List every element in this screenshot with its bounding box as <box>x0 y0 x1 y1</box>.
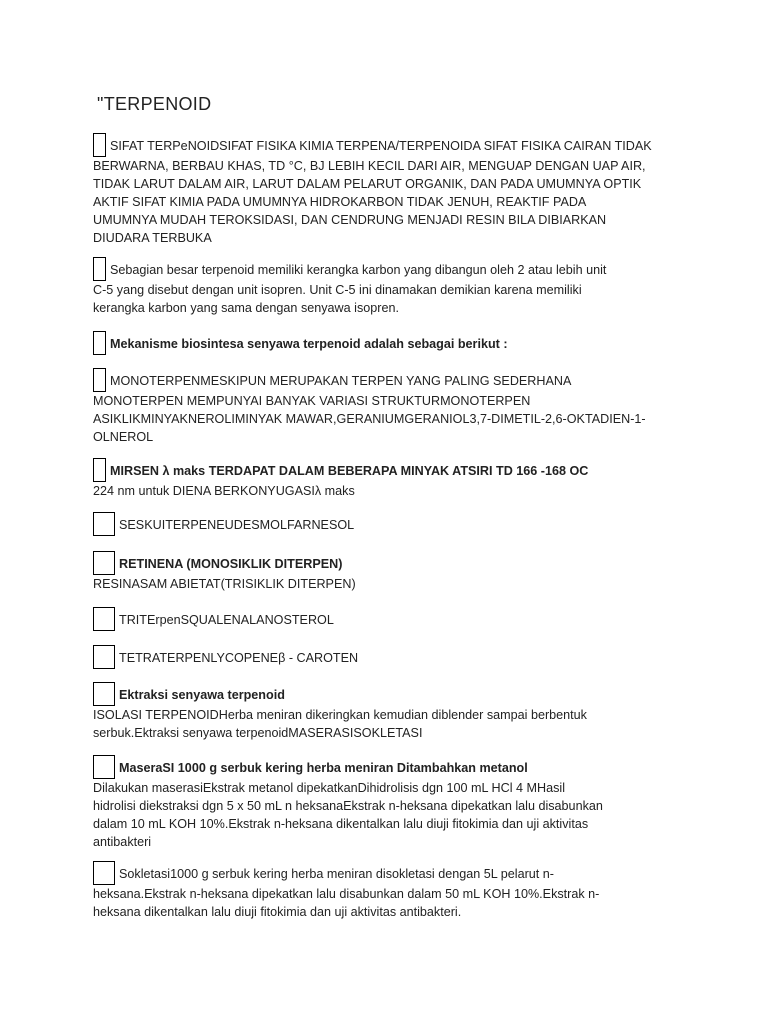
item-body-line: antibakteri <box>93 835 152 849</box>
document-item <box>93 645 673 669</box>
item-heading-text: MIRSEN λ maks TERDAPAT DALAM BEBERAPA MINYAK ATSIRI TD 166 -168 OC <box>110 464 589 478</box>
empty-checkbox-glyph <box>93 368 106 392</box>
item-body-line: RESINASAM ABIETAT(TRISIKLIK DITERPEN) <box>93 577 356 591</box>
item-heading-text: Sebagian besar terpenoid memiliki kerangka karbon yang dibangun oleh 2 atau lebih unit <box>110 263 607 277</box>
empty-checkbox-glyph <box>93 551 115 575</box>
empty-checkbox-glyph <box>93 645 115 669</box>
document-item <box>93 257 673 317</box>
document-item <box>93 133 673 247</box>
item-first-line <box>93 368 673 392</box>
item-body-line: ASIKLIKMINYAKNEROLIMINYAK MAWAR,GERANIUMGERANIOL3,7-DIMETIL-2,6-OKTADIEN-1- <box>93 412 646 426</box>
empty-checkbox-glyph <box>93 458 106 482</box>
item-body-line: 224 nm untuk DIENA BERKONYUGASIλ maks <box>93 484 355 498</box>
document-item <box>93 458 673 500</box>
item-body-line: ISOLASI TERPENOIDHerba meniran dikeringkan kemudian diblender sampai berbentuk <box>93 708 587 722</box>
item-heading-text: Sokletasi1000 g serbuk kering herba meniran disokletasi dengan 5L pelarut n- <box>119 867 554 881</box>
item-body-line: MONOTERPEN MEMPUNYAI BANYAK VARIASI STRUKTURMONOTERPEN <box>93 394 531 408</box>
item-body-line: hidrolisi diekstraksi dgn 5 x 50 mL n heksanaEkstrak n-heksana dipekatkan lalu disabunkan <box>93 799 603 813</box>
item-body-line: kerangka karbon yang sama dengan senyawa isopren. <box>93 301 399 315</box>
item-body-line: Dilakukan maserasiEkstrak metanol dipekatkanDihidrolisis dgn 100 mL HCl 4 MHasil <box>93 781 565 795</box>
item-first-line <box>93 861 673 885</box>
item-first-line <box>93 607 673 631</box>
item-body-line: DIUDARA TERBUKA <box>93 231 212 245</box>
document-item <box>93 331 673 355</box>
empty-checkbox-glyph <box>93 607 115 631</box>
item-heading-text: TETRATERPENLYCOPENEβ - CAROTEN <box>119 651 359 665</box>
item-body-line: TIDAK LARUT DALAM AIR, LARUT DALAM PELARUT ORGANIK, DAN PADA UMUMNYA OPTIK <box>93 177 642 191</box>
item-heading-text: RETINENA (MONOSIKLIK DITERPEN) <box>119 557 343 571</box>
empty-checkbox-glyph <box>93 512 115 536</box>
item-body-line: OLNEROL <box>93 430 154 444</box>
item-body-line: UMUMNYA MUDAH TEROKSIDASI, DAN CENDRUNG MENJADI RESIN BILA DIBIARKAN <box>93 213 607 227</box>
item-body-line: C-5 yang disebut dengan unit isopren. Unit C-5 ini dinamakan demikian karena memiliki <box>93 283 582 297</box>
item-heading-text: MONOTERPENMESKIPUN MERUPAKAN TERPEN YANG PALING SEDERHANA <box>110 374 572 388</box>
document-item <box>93 755 673 851</box>
item-first-line <box>93 551 673 575</box>
document-item <box>93 551 673 593</box>
item-heading-text: Ektraksi senyawa terpenoid <box>119 688 285 702</box>
empty-checkbox-glyph <box>93 755 115 779</box>
item-first-line <box>93 257 673 281</box>
document-item <box>93 607 673 631</box>
empty-checkbox-glyph <box>93 682 115 706</box>
item-first-line <box>93 331 673 355</box>
empty-checkbox-glyph <box>93 133 106 157</box>
item-heading-text: SESKUITERPENEUDESMOLFARNESOL <box>119 518 355 532</box>
item-body-line: serbuk.Ektraksi senyawa terpenoidMASERASISOKLETASI <box>93 726 423 740</box>
document-item <box>93 512 673 536</box>
item-first-line <box>93 133 673 157</box>
item-body-line: BERWARNA, BERBAU KHAS, TD °C, BJ LEBIH KECIL DARI AIR, MENGUAP DENGAN UAP AIR, <box>93 159 646 173</box>
item-heading-text: TRITErpenSQUALENALANOSTEROL <box>119 613 334 627</box>
item-first-line <box>93 512 673 536</box>
item-first-line <box>93 682 673 706</box>
item-body-line: heksana dikentalkan lalu diuji fitokimia dan uji aktivitas antibakteri. <box>93 905 462 919</box>
document-item <box>93 682 673 742</box>
item-heading-text: Mekanisme biosintesa senyawa terpenoid adalah sebagai berikut : <box>110 337 508 351</box>
item-first-line <box>93 755 673 779</box>
item-heading-text: SIFAT TERPeNOIDSIFAT FISIKA KIMIA TERPENA/TERPENOIDA SIFAT FISIKA CAIRAN TIDAK <box>110 139 652 153</box>
item-first-line <box>93 645 673 669</box>
item-body-line: AKTIF SIFAT KIMIA PADA UMUMNYA HIDROKARBON TIDAK JENUH, REAKTIF PADA <box>93 195 587 209</box>
document-title: "TERPENOID <box>97 94 212 114</box>
item-heading-text: MaseraSI 1000 g serbuk kering herba meniran Ditambahkan metanol <box>119 761 528 775</box>
empty-checkbox-glyph <box>93 861 115 885</box>
empty-checkbox-glyph <box>93 257 106 281</box>
document-item <box>93 368 673 446</box>
empty-checkbox-glyph <box>93 331 106 355</box>
document-item <box>93 861 673 921</box>
item-body-line: dalam 10 mL KOH 10%.Ekstrak n-heksana dikentalkan lalu diuji fitokimia dan uji aktivitas <box>93 817 589 831</box>
item-first-line <box>93 458 673 482</box>
item-body-line: heksana.Ekstrak n-heksana dipekatkan lalu disabunkan dalam 50 mL KOH 10%.Ekstrak n- <box>93 887 600 901</box>
